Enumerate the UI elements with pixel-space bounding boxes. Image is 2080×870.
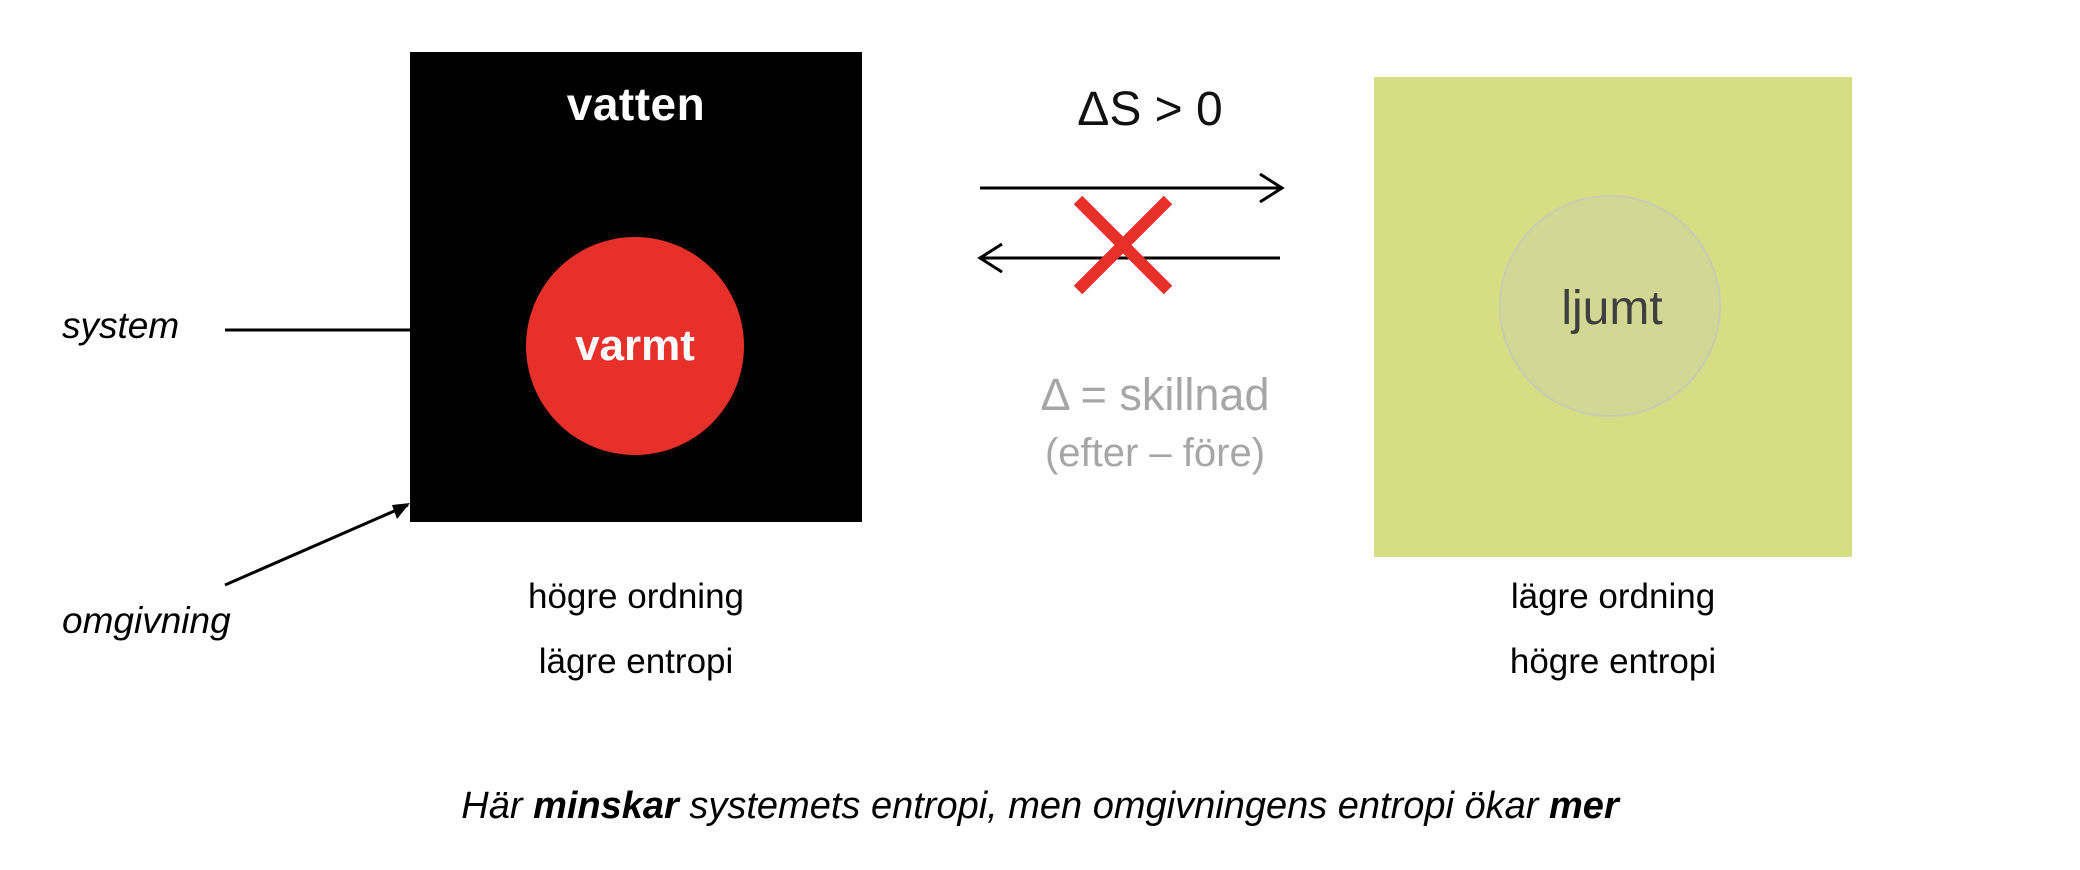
summary-sentence (0, 785, 2080, 828)
system-box (410, 52, 862, 522)
delta-definition-line2: (efter – före) (1044, 430, 1266, 475)
delta-definition (955, 365, 1355, 480)
surroundings-box (1374, 77, 1852, 557)
surroundings-caption-order: lägre ordning (1510, 577, 1716, 616)
surroundings-captions (1374, 565, 1852, 695)
lukewarm-water-label: ljumt (1561, 281, 1663, 335)
system-caption-entropy: lägre entropi (538, 641, 734, 681)
summary-bold2: mer (1549, 785, 1619, 827)
system-captions (410, 565, 862, 695)
process-arrows (960, 150, 1320, 330)
summary-part2: systemets entropi, men omgivningens entropi ökar (678, 785, 1550, 827)
red-cross-icon (1078, 200, 1168, 290)
hot-water-label: varmt (575, 321, 695, 370)
system-box-title: vatten (566, 78, 706, 130)
delta-definition-line1: Δ = skillnad (1040, 369, 1270, 420)
right-arrow-icon (980, 174, 1282, 202)
surroundings-caption-entropy: högre entropi (1509, 641, 1717, 681)
annotation-omgivning: omgivning (62, 600, 231, 641)
system-caption-order: högre ordning (528, 577, 744, 616)
delta-s-label: ΔS > 0 (1077, 83, 1223, 136)
lukewarm-water-circle (1499, 195, 1721, 417)
summary-bold1: minskar (533, 785, 679, 827)
annotation-system: system (62, 305, 180, 346)
summary-part1: Här (461, 785, 534, 827)
hot-water-circle (526, 237, 744, 455)
